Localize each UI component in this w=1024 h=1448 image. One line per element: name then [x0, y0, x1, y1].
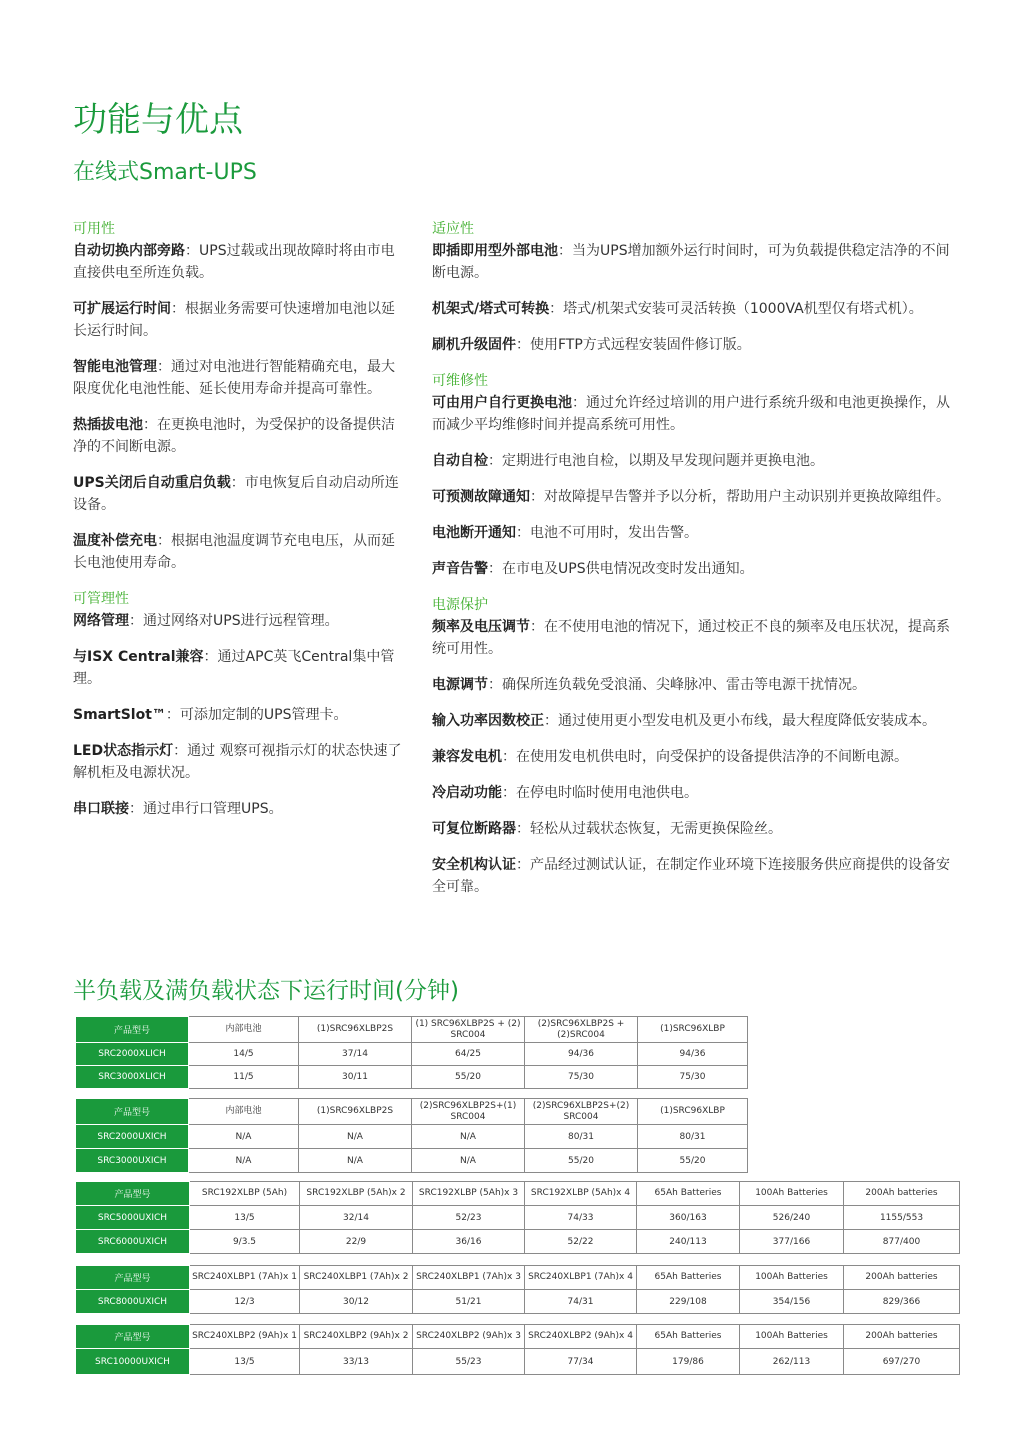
feature-text: ：可添加定制的UPS管理卡。: [165, 707, 348, 723]
runtime-cell: N/A: [299, 1149, 412, 1173]
feature-item: [432, 782, 962, 804]
feature-text: ：在使用发电机供电时，向受保护的设备提供洁净的不间断电源。: [502, 749, 908, 765]
model-name-cell: SRC10000UXICH: [76, 1349, 190, 1375]
model-header-cell: 产品型号: [76, 1017, 189, 1043]
table-header-row: [76, 1017, 748, 1043]
runtime-cell: 829/366: [844, 1290, 960, 1314]
runtime-cell: 55/20: [638, 1149, 748, 1173]
feature-label: 输入功率因数校正: [432, 713, 544, 729]
feature-text: ：通过使用更小型发电机及更小布线，最大程度降低安装成本。: [544, 713, 936, 729]
runtime-cell: 13/5: [190, 1206, 300, 1230]
feature-item: [432, 392, 962, 436]
runtime-table-4: [75, 1265, 960, 1314]
runtime-cell: N/A: [189, 1125, 299, 1149]
features-left-column: [73, 218, 403, 834]
feature-item: [432, 522, 962, 544]
feature-label: 自动自检: [432, 453, 488, 469]
header-cell: SRC240XLBP2 (9Ah)x 3: [413, 1325, 525, 1349]
feature-item: [73, 298, 403, 342]
table-row: [76, 1149, 748, 1173]
model-header-cell: 产品型号: [76, 1266, 190, 1290]
header-cell: 内部电池: [189, 1099, 299, 1125]
header-cell: SRC192XLBP (5Ah)x 2: [300, 1182, 413, 1206]
header-cell: SRC240XLBP2 (9Ah)x 2: [300, 1325, 413, 1349]
feature-label: 温度补偿充电: [73, 533, 157, 549]
runtime-table-5: [75, 1324, 960, 1375]
category-heading: 可管理性: [73, 591, 129, 607]
runtime-cell: 55/20: [412, 1066, 525, 1089]
header-cell: SRC192XLBP (5Ah)x 4: [525, 1182, 637, 1206]
feature-label: SmartSlot™: [73, 707, 166, 723]
feature-item: [432, 558, 962, 580]
model-name-cell: SRC3000UXICH: [76, 1149, 189, 1173]
model-name-cell: SRC6000UXICH: [76, 1230, 190, 1254]
feature-text: ：通过对电池进行智能精确充电，最大限度优化电池性能、延长使用寿命并提高可靠性。: [73, 359, 395, 397]
runtime-cell: 526/240: [740, 1206, 844, 1230]
feature-item: [432, 854, 962, 898]
runtime-cell: 36/16: [413, 1230, 525, 1254]
header-cell: SRC192XLBP (5Ah)x 3: [413, 1182, 525, 1206]
runtime-cell: 229/108: [637, 1290, 740, 1314]
header-cell: 100Ah Batteries: [740, 1266, 844, 1290]
feature-text: ：根据电池温度调节充电电压，从而延长电池使用寿命。: [73, 533, 395, 571]
runtime-cell: 30/12: [300, 1290, 413, 1314]
feature-text: ：通过APC英飞Central集中管理。: [73, 649, 395, 687]
feature-label: 电池断开通知: [432, 525, 516, 541]
feature-text: ：轻松从过载状态恢复，无需更换保险丝。: [516, 821, 782, 837]
runtime-cell: 9/3.5: [190, 1230, 300, 1254]
header-cell: SRC240XLBP1 (7Ah)x 4: [525, 1266, 637, 1290]
feature-text: ：在更换电池时，为受保护的设备提供洁净的不间断电源。: [73, 417, 395, 455]
runtime-cell: 51/21: [413, 1290, 525, 1314]
runtime-cell: 94/36: [638, 1043, 748, 1066]
header-cell: (2)SRC96XLBP2S+(1) SRC004: [412, 1099, 525, 1125]
feature-text: ：通过网络对UPS进行远程管理。: [129, 613, 339, 629]
runtime-cell: 877/400: [844, 1230, 960, 1254]
table-row: [76, 1290, 960, 1314]
feature-item: [73, 646, 403, 690]
header-cell: (1)SRC96XLBP: [638, 1017, 748, 1043]
feature-label: 电源调节: [432, 677, 488, 693]
feature-text: ：使用FTP方式远程安装固件修订版。: [516, 337, 751, 353]
feature-label: 刷机升级固件: [432, 337, 516, 353]
feature-text: ：市电恢复后自动启动所连设备。: [73, 475, 399, 513]
table-row: [76, 1230, 960, 1254]
header-cell: (1)SRC96XLBP: [638, 1099, 748, 1125]
runtime-cell: 55/23: [413, 1349, 525, 1375]
feature-text: ：电池不可用时，发出告警。: [516, 525, 698, 541]
runtime-table-2: [75, 1098, 748, 1173]
feature-item: [432, 674, 962, 696]
feature-text: ：定期进行电池自检，以期及早发现问题并更换电池。: [488, 453, 824, 469]
runtime-cell: 240/113: [637, 1230, 740, 1254]
feature-text: ：通过允许经过培训的用户进行系统升级和电池更换操作，从而减少平均维修时间并提高系统可用性。: [432, 395, 950, 433]
feature-label: LED状态指示灯: [73, 743, 174, 759]
runtime-table-1: [75, 1016, 748, 1089]
header-cell: 200Ah batteries: [844, 1325, 960, 1349]
feature-label: 可复位断路器: [432, 821, 516, 837]
runtime-cell: 52/22: [525, 1230, 637, 1254]
runtime-cell: N/A: [299, 1125, 412, 1149]
feature-text: ：当为UPS增加额外运行时间时，可为负载提供稳定洁净的不间断电源。: [432, 243, 950, 281]
runtime-cell: 13/5: [190, 1349, 300, 1375]
table-row: [76, 1066, 748, 1089]
feature-label: 频率及电压调节: [432, 619, 530, 635]
feature-label: 声音告警: [432, 561, 488, 577]
feature-label: 可扩展运行时间: [73, 301, 171, 317]
feature-item: [432, 710, 962, 732]
header-cell: (2)SRC96XLBP2S+(2) SRC004: [525, 1099, 638, 1125]
runtime-cell: 94/36: [525, 1043, 638, 1066]
table-header-row: [76, 1266, 960, 1290]
table-row: [76, 1206, 960, 1230]
feature-text: ：通过 观察可视指示灯的状态快速了解机柜及电源状况。: [73, 743, 402, 781]
header-cell: SRC240XLBP1 (7Ah)x 2: [300, 1266, 413, 1290]
header-cell: (1)SRC96XLBP2S: [299, 1099, 412, 1125]
runtime-cell: 77/34: [525, 1349, 637, 1375]
feature-item: [432, 616, 962, 660]
runtime-cell: 32/14: [300, 1206, 413, 1230]
runtime-cell: 52/23: [413, 1206, 525, 1230]
feature-item: [73, 704, 403, 726]
runtime-table-3: [75, 1181, 960, 1254]
feature-item: [73, 610, 403, 632]
header-cell: 65Ah Batteries: [637, 1325, 740, 1349]
feature-label: 串口联接: [73, 801, 129, 817]
category-heading: 适应性: [432, 221, 474, 237]
model-name-cell: SRC2000XLICH: [76, 1043, 189, 1066]
header-cell: 200Ah batteries: [844, 1182, 960, 1206]
runtime-cell: 697/270: [844, 1349, 960, 1375]
runtime-cell: 74/33: [525, 1206, 637, 1230]
model-header-cell: 产品型号: [76, 1325, 190, 1349]
runtime-section-title: 半负载及满负载状态下运行时间(分钟): [73, 978, 459, 1004]
feature-text: ：塔式/机架式安装可灵活转换（1000VA机型仅有塔式机）。: [549, 301, 923, 317]
header-cell: (2)SRC96XLBP2S +(2)SRC004: [525, 1017, 638, 1043]
runtime-cell: 80/31: [525, 1125, 638, 1149]
runtime-cell: 30/11: [299, 1066, 412, 1089]
header-cell: SRC240XLBP1 (7Ah)x 3: [413, 1266, 525, 1290]
runtime-cell: 11/5: [189, 1066, 299, 1089]
feature-label: 可预测故障通知: [432, 489, 530, 505]
model-name-cell: SRC2000UXICH: [76, 1125, 189, 1149]
feature-text: ：通过串行口管理UPS。: [129, 801, 283, 817]
feature-label: UPS关闭后自动重启负载: [73, 475, 231, 491]
feature-item: [73, 414, 403, 458]
feature-label: 可由用户自行更换电池: [432, 395, 572, 411]
table-row: [76, 1125, 748, 1149]
header-cell: 200Ah batteries: [844, 1266, 960, 1290]
header-cell: SRC240XLBP1 (7Ah)x 1: [190, 1266, 300, 1290]
feature-item: [432, 450, 962, 472]
feature-text: ：根据业务需要可快速增加电池以延长运行时间。: [73, 301, 395, 339]
header-cell: (1)SRC96XLBP2S: [299, 1017, 412, 1043]
feature-text: ：确保所连负载免受浪涌、尖峰脉冲、雷击等电源干扰情况。: [488, 677, 866, 693]
model-name-cell: SRC8000UXICH: [76, 1290, 190, 1314]
header-cell: 65Ah Batteries: [637, 1182, 740, 1206]
table-header-row: [76, 1182, 960, 1206]
runtime-cell: 75/30: [638, 1066, 748, 1089]
model-name-cell: SRC3000XLICH: [76, 1066, 189, 1089]
feature-item: [73, 798, 403, 820]
runtime-cell: 22/9: [300, 1230, 413, 1254]
feature-label: 安全机构认证: [432, 857, 516, 873]
runtime-cell: 75/30: [525, 1066, 638, 1089]
runtime-cell: 55/20: [525, 1149, 638, 1173]
features-right-column: [432, 218, 962, 912]
feature-text: ：在不使用电池的情况下，通过校正不良的频率及电压状况，提高系统可用性。: [432, 619, 950, 657]
category-heading: 电源保护: [432, 597, 488, 613]
model-name-cell: SRC5000UXICH: [76, 1206, 190, 1230]
feature-label: 冷启动功能: [432, 785, 502, 801]
feature-label: 网络管理: [73, 613, 129, 629]
feature-item: [432, 486, 962, 508]
model-header-cell: 产品型号: [76, 1099, 189, 1125]
feature-text: ：产品经过测试认证，在制定作业环境下连接服务供应商提供的设备安全可靠。: [432, 857, 950, 895]
feature-label: 自动切换内部旁路: [73, 243, 185, 259]
table-row: [76, 1349, 960, 1375]
feature-item: [432, 298, 962, 320]
feature-item: [73, 472, 403, 516]
feature-label: 机架式/塔式可转换: [432, 301, 550, 317]
feature-item: [73, 240, 403, 284]
runtime-cell: N/A: [412, 1149, 525, 1173]
runtime-cell: 64/25: [412, 1043, 525, 1066]
page-subtitle: 在线式Smart-UPS: [73, 160, 257, 185]
category-heading: 可维修性: [432, 373, 488, 389]
header-cell: 内部电池: [189, 1017, 299, 1043]
feature-text: ：在停电时临时使用电池供电。: [502, 785, 698, 801]
feature-item: [432, 240, 962, 284]
page-title: 功能与优点: [73, 100, 243, 140]
category-heading: 可用性: [73, 221, 115, 237]
runtime-cell: 1155/553: [844, 1206, 960, 1230]
feature-label: 热插拔电池: [73, 417, 143, 433]
model-header-cell: 产品型号: [76, 1182, 190, 1206]
runtime-cell: 262/113: [740, 1349, 844, 1375]
runtime-cell: 80/31: [638, 1125, 748, 1149]
runtime-cell: N/A: [412, 1125, 525, 1149]
feature-text: ：UPS过载或出现故障时将由市电直接供电至所连负载。: [73, 243, 395, 281]
feature-item: [73, 356, 403, 400]
header-cell: 65Ah Batteries: [637, 1266, 740, 1290]
table-header-row: [76, 1325, 960, 1349]
runtime-cell: 33/13: [300, 1349, 413, 1375]
feature-label: 与ISX Central兼容: [73, 649, 204, 665]
runtime-cell: 74/31: [525, 1290, 637, 1314]
feature-item: [432, 334, 962, 356]
runtime-cell: 37/14: [299, 1043, 412, 1066]
feature-item: [73, 530, 403, 574]
runtime-cell: 354/156: [740, 1290, 844, 1314]
runtime-cell: 360/163: [637, 1206, 740, 1230]
feature-text: ：对故障提早告警并予以分析，帮助用户主动识别并更换故障组件。: [530, 489, 950, 505]
header-cell: 100Ah Batteries: [740, 1182, 844, 1206]
runtime-cell: 14/5: [189, 1043, 299, 1066]
table-header-row: [76, 1099, 748, 1125]
header-cell: SRC240XLBP2 (9Ah)x 1: [190, 1325, 300, 1349]
header-cell: 100Ah Batteries: [740, 1325, 844, 1349]
feature-text: ：在市电及UPS供电情况改变时发出通知。: [488, 561, 754, 577]
feature-label: 兼容发电机: [432, 749, 502, 765]
feature-item: [73, 740, 403, 784]
runtime-cell: 12/3: [190, 1290, 300, 1314]
feature-item: [432, 746, 962, 768]
header-cell: (1) SRC96XLBP2S + (2) SRC004: [412, 1017, 525, 1043]
feature-label: 智能电池管理: [73, 359, 157, 375]
runtime-cell: 377/166: [740, 1230, 844, 1254]
feature-item: [432, 818, 962, 840]
header-cell: SRC240XLBP2 (9Ah)x 4: [525, 1325, 637, 1349]
feature-label: 即插即用型外部电池: [432, 243, 558, 259]
table-row: [76, 1043, 748, 1066]
runtime-cell: 179/86: [637, 1349, 740, 1375]
runtime-cell: N/A: [189, 1149, 299, 1173]
header-cell: SRC192XLBP (5Ah): [190, 1182, 300, 1206]
